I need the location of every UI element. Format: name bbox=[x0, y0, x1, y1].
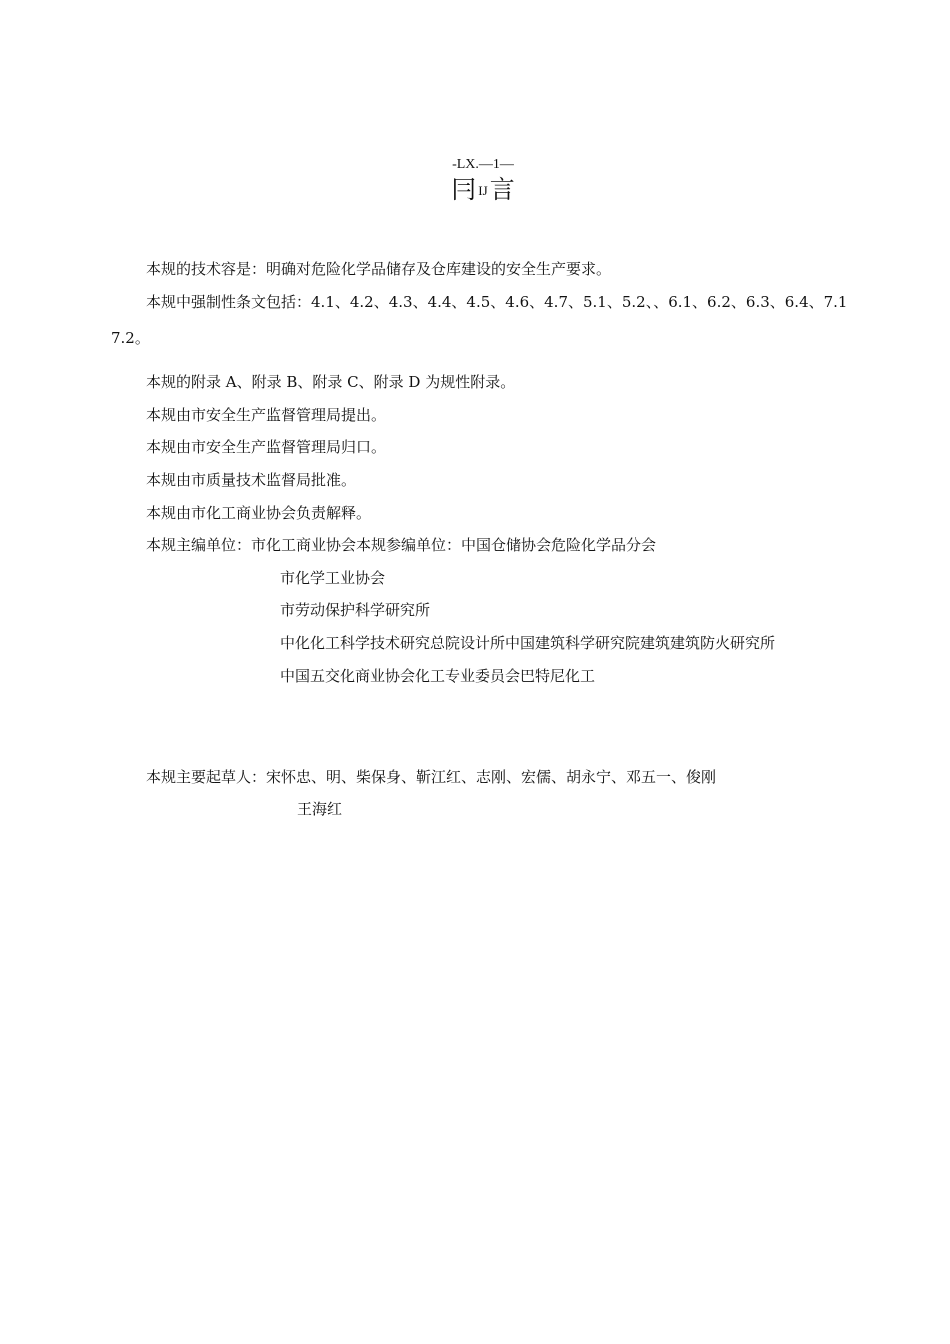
page-number: -LX.—1— bbox=[452, 157, 514, 172]
paragraph-mandatory-clauses-continued: 7.2。 bbox=[111, 329, 150, 347]
paragraph-main-drafters: 本规主要起草人：宋怀忠、明、柴保身、靳江红、志刚、宏儒、胡永宁、邓五一、俊刚 bbox=[146, 768, 717, 786]
page-title bbox=[0, 172, 950, 209]
participating-unit: 中化化工科学技术研究总院设计所中国建筑科学研究院建筑建筑防火研究所 bbox=[280, 634, 776, 652]
paragraph-appendices: 本规的附录 A、附录 B、附录 C、附录 D 为规性附录。 bbox=[146, 373, 516, 391]
paragraph-mandatory-clauses: 本规中强制性条文包括：4.1、4.2、4.3、4.4、4.5、4.6、4.7、5.1、5.2、、6.1、6.2、6.3、6.4、7.1 bbox=[146, 293, 848, 311]
paragraph-centralized-by: 本规由市安全生产监督管理局归口。 bbox=[146, 438, 387, 456]
participating-unit: 市化学工业协会 bbox=[280, 569, 386, 587]
paragraph-proposed-by: 本规由市安全生产监督管理局提出。 bbox=[146, 406, 387, 424]
paragraph-main-drafters-continued: 王海红 bbox=[297, 800, 343, 818]
title-part-2: IJ bbox=[478, 183, 488, 198]
participating-unit: 中国五交化商业协会化工专业委员会巴特尼化工 bbox=[280, 667, 596, 685]
participating-unit: 市劳动保护科学研究所 bbox=[280, 601, 431, 619]
title-part-1: 冃 bbox=[451, 175, 477, 204]
paragraph-approved-by: 本规由市质量技术监督局批准。 bbox=[146, 471, 357, 489]
paragraph-interpreted-by: 本规由市化工商业协会负责解释。 bbox=[146, 504, 372, 522]
paragraph-scope: 本规的技术容是：明确对危险化学品储存及仓库建设的安全生产要求。 bbox=[146, 260, 612, 278]
paragraph-drafting-units: 本规主编单位：市化工商业协会本规参编单位：中国仓储协会危险化学品分会 bbox=[146, 536, 657, 554]
title-part-3: 言 bbox=[489, 175, 515, 204]
